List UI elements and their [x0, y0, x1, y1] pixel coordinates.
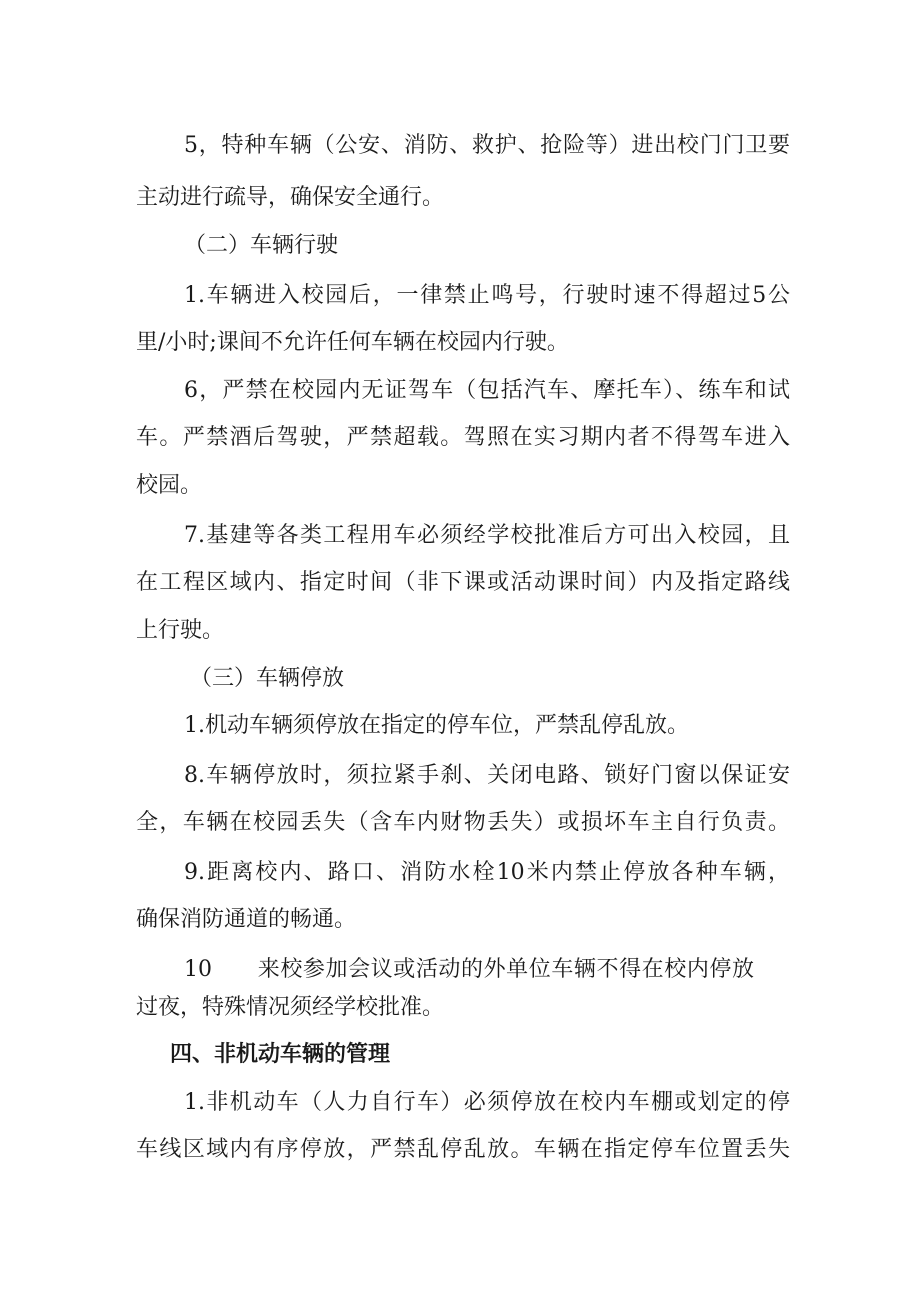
- paragraph-1c-line-1: 1.非机动车（人力自行车）必须停放在校内车棚或划定的停: [184, 1090, 790, 1115]
- paragraph-5-line-2: 主动进行疏导，确保安全通行。: [136, 185, 445, 210]
- paragraph-5-line-1: 5，特种车辆（公安、消防、救护、抢险等）进出校门门卫要: [184, 133, 790, 158]
- paragraph-8-line-2: 全，车辆在校园丢失（含车内财物丢失）或损坏车主自行负责。: [136, 810, 790, 835]
- paragraph-1a-line-2: 里/小时;课间不允许任何车辆在校园内行驶。: [136, 330, 569, 355]
- paragraph-6-line-2: 车。严禁酒后驾驶，严禁超载。驾照在实习期内者不得驾车进入: [136, 425, 790, 450]
- section-heading-vehicle-driving: （二）车辆行驶: [184, 233, 339, 258]
- paragraph-7-line-2: 在工程区域内、指定时间（非下课或活动课时间）内及指定路线: [136, 570, 790, 595]
- paragraph-7-line-1: 7.基建等各类工程用车必须经学校批准后方可出入校园，且: [184, 523, 790, 548]
- paragraph-1c-line-2: 车线区域内有序停放，严禁乱停乱放。车辆在指定停车位置丢失: [136, 1137, 790, 1162]
- paragraph-9-line-1: 9.距离校内、路口、消防水栓10米内禁止停放各种车辆，: [184, 860, 790, 885]
- paragraph-1b-line-1: 1.机动车辆须停放在指定的停车位，严禁乱停乱放。: [184, 713, 689, 738]
- paragraph-6-line-3: 校园。: [136, 473, 203, 498]
- section-heading-non-motor-vehicles: 四、非机动车辆的管理: [170, 1042, 391, 1067]
- paragraph-7-line-3: 上行驶。: [136, 618, 225, 643]
- paragraph-1a-line-1: 1.车辆进入校园后，一律禁止鸣号，行驶时速不得超过5公: [184, 283, 790, 308]
- paragraph-10-line-2: 过夜，特殊情况须经学校批准。: [136, 995, 445, 1020]
- paragraph-9-line-2: 确保消防通道的畅通。: [136, 907, 357, 932]
- paragraph-6-line-1: 6，严禁在校园内无证驾车（包括汽车、摩托车）、练车和试: [184, 378, 790, 403]
- section-heading-vehicle-parking: （三）车辆停放: [190, 666, 345, 691]
- paragraph-8-line-1: 8.车辆停放时，须拉紧手刹、关闭电路、锁好门窗以保证安: [184, 763, 790, 788]
- paragraph-10-line-1: 10 来校参加会议或活动的外单位车辆不得在校内停放: [184, 957, 754, 982]
